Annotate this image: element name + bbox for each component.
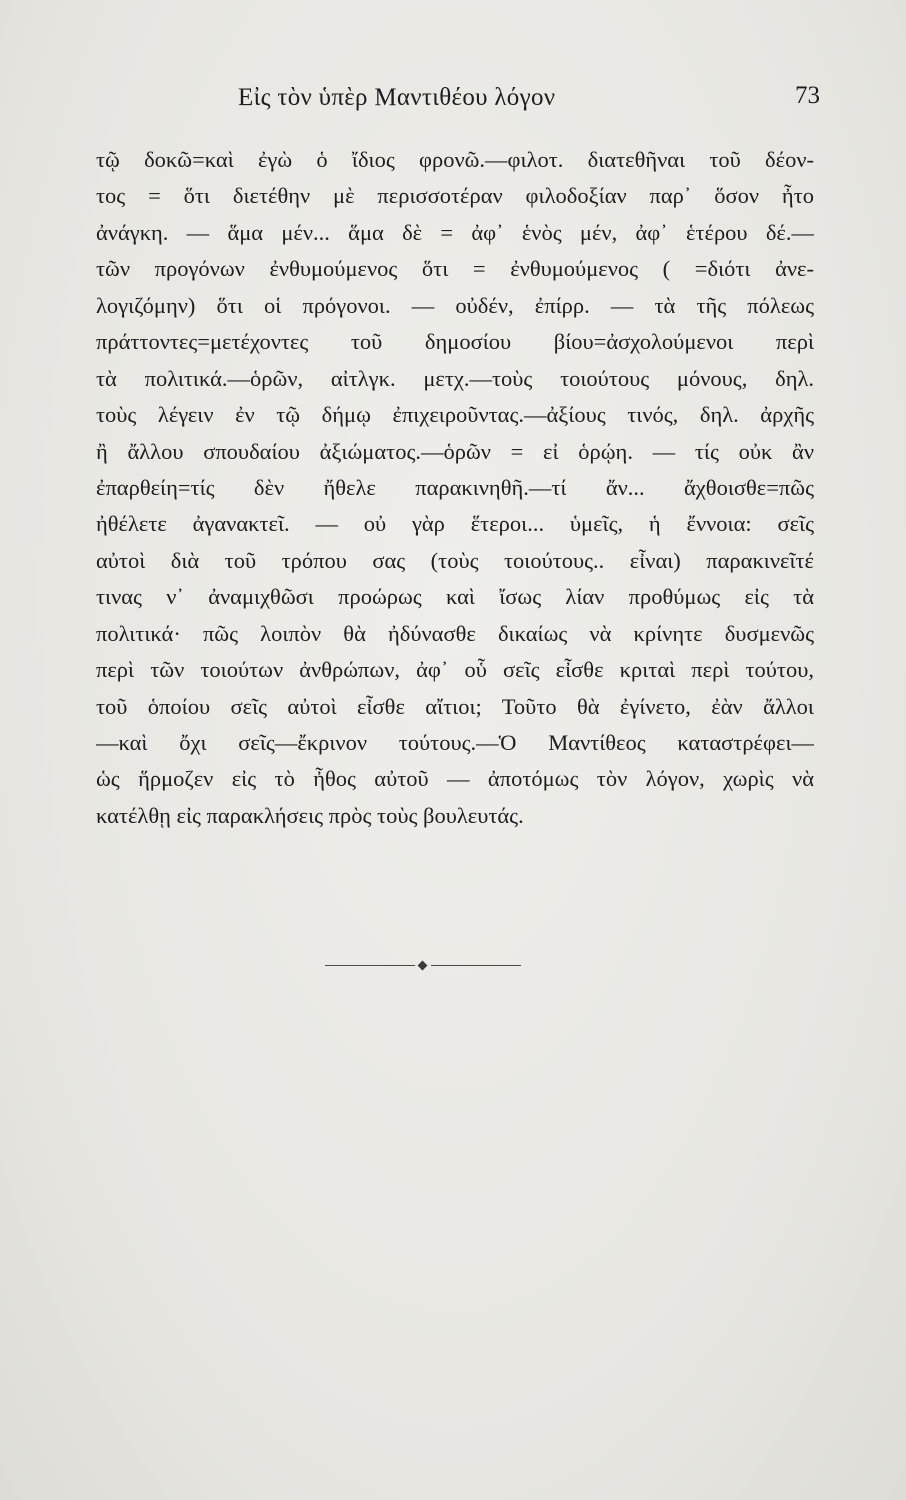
text-line-last: κατέλθῃ εἰς παρακλήσεις πρὸς τοὺς βουλευτάς.: [96, 802, 524, 828]
text-line: πράττοντες=μετέχοντες τοῦ δημοσίου βίου=ἀσχολούμενοι περὶ: [96, 329, 814, 355]
commentary-text: [96, 142, 814, 834]
ornament-rule-left: [325, 965, 415, 966]
text-line: τος = ὅτι διετέθην μὲ περισσοτέραν φιλοδοξίαν παρ᾽ ὅσον ἦτο: [96, 183, 814, 209]
text-line: περὶ τῶν τοιούτων ἀνθρώπων, ἀφ᾽ οὗ σεῖς εἶσθε κριταὶ περὶ τούτου,: [96, 657, 814, 683]
text-line: ἠθέλετε ἀγανακτεῖ. — οὐ γὰρ ἕτεροι... ὑμεῖς, ἡ ἔννοια: σεῖς: [96, 511, 814, 537]
text-line: τῶν προγόνων ἐνθυμούμενος ὅτι = ἐνθυμούμενος ( =διότι ἀνε-: [96, 256, 814, 282]
text-line: ὡς ἥρμοζεν εἰς τὸ ἦθος αὐτοῦ — ἀποτόμως τὸν λόγον, χωρὶς νὰ: [96, 766, 814, 792]
page-number: 73: [795, 82, 820, 109]
text-line: τὰ πολιτικά.—ὁρῶν, αἰτλγκ. μετχ.—τοὺς τοιούτους μόνους, δηλ.: [96, 365, 814, 391]
text-line: πολιτικά· πῶς λοιπὸν θὰ ἠδύνασθε δικαίως νὰ κρίνητε δυσμενῶς: [96, 620, 814, 646]
text-line: —καὶ ὄχι σεῖς—ἔκρινον τούτους.—Ὁ Μαντίθεος καταστρέφει—: [96, 730, 814, 755]
text-line: ἀνάγκη. — ἅμα μέν... ἅμα δὲ = ἀφ᾽ ἑνὸς μέν, ἀφ᾽ ἑτέρου δέ.—: [96, 219, 814, 245]
running-title: Εἰς τὸν ὑπὲρ Μαντιθέου λόγον: [238, 84, 556, 111]
section-end-ornament-icon: [325, 957, 521, 973]
text-line: ἐπαρθείη=τίς δὲν ἤθελε παρακινηθῆ.—τί ἄν... ἄχθοισθε=πῶς: [96, 474, 814, 500]
ornament-diamond: [418, 961, 428, 971]
ornament-rule-right: [431, 965, 521, 966]
running-header: [0, 80, 906, 120]
text-line: τινας ν᾽ ἀναμιχθῶσι προώρως καὶ ἴσως λίαν προθύμως εἰς τὰ: [96, 584, 814, 610]
text-line: τῷ δοκῶ=καὶ ἐγὼ ὁ ἴδιος φρονῶ.—φιλοτ. διατεθῆναι τοῦ δέον-: [96, 147, 814, 172]
text-line: τοῦ ὁποίου σεῖς αὐτοὶ εἶσθε αἴτιοι; Τοῦτο θὰ ἐγίνετο, ἐὰν ἄλλοι: [96, 693, 814, 719]
text-line: αὐτοὶ διὰ τοῦ τρόπου σας (τοὺς τοιούτους.. εἶναι) παρακινεῖτέ: [96, 547, 814, 573]
text-line: ἢ ἄλλου σπουδαίου ἀξιώματος.—ὁρῶν = εἰ ὁρῴη. — τίς οὐκ ἂν: [96, 438, 814, 464]
text-line: τοὺς λέγειν ἐν τῷ δήμῳ ἐπιχειροῦντας.—ἀξίους τινός, δηλ. ἀρχῆς: [96, 402, 814, 428]
text-line: λογιζόμην) ὅτι οἱ πρόγονοι. — οὐδέν, ἐπίρρ. — τὰ τῆς πόλεως: [96, 292, 814, 318]
